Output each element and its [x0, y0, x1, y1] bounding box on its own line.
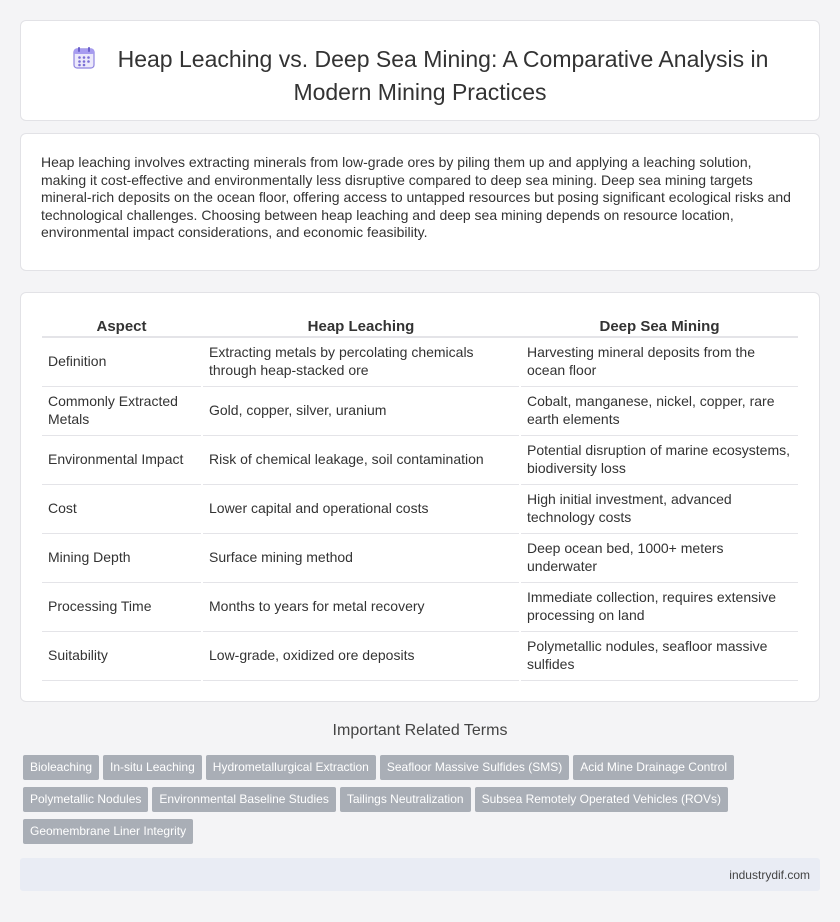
- page-title: [61, 44, 779, 107]
- aspect-cell: Definition: [42, 337, 202, 386]
- deep-sea-mining-cell: Cobalt, manganese, nickel, copper, rare earth elements: [520, 386, 798, 435]
- header-deep-sea-mining: Deep Sea Mining: [520, 315, 798, 337]
- related-tag[interactable]: Subsea Remotely Operated Vehicles (ROVs): [475, 787, 728, 812]
- heap-leaching-cell: Extracting metals by percolating chemicals through heap-stacked ore: [202, 337, 520, 386]
- header-aspect: Aspect: [42, 315, 202, 337]
- table-row: [42, 386, 798, 435]
- related-tag[interactable]: In-situ Leaching: [103, 755, 202, 780]
- title-line-1: Heap Leaching vs. Deep Sea Mining: A Comparative Analysis in: [117, 46, 769, 72]
- comparison-card: [20, 292, 820, 702]
- related-tag[interactable]: Polymetallic Nodules: [23, 787, 148, 812]
- header-heap-leaching: Heap Leaching: [202, 315, 520, 337]
- intro-paragraph: Heap leaching involves extracting minerals from low-grade ores by piling them up and applying a leaching solution, making it cost-effective and environmentally less disruptive compared to deep sea mining. Deep sea mining targets mineral-rich deposits on the ocean floor, offering access to untapped resources but posing significant ecological risks and technological challenges. Choosing between heap leaching and deep sea mining depends on resource location, environmental impact considerations, and economic feasibility.: [41, 154, 791, 240]
- related-terms-list: [23, 755, 803, 851]
- deep-sea-mining-cell: High initial investment, advanced technology costs: [520, 484, 798, 533]
- title-card: [20, 20, 820, 121]
- related-terms-heading: Important Related Terms: [332, 722, 508, 739]
- related-tag[interactable]: Acid Mine Drainage Control: [573, 755, 734, 780]
- table-row: [42, 631, 798, 680]
- aspect-cell: Suitability: [42, 631, 202, 680]
- related-tag[interactable]: Bioleaching: [23, 755, 99, 780]
- deep-sea-mining-cell: Potential disruption of marine ecosystems, biodiversity loss: [520, 435, 798, 484]
- deep-sea-mining-cell: Deep ocean bed, 1000+ meters underwater: [520, 533, 798, 582]
- heap-leaching-cell: Gold, copper, silver, uranium: [202, 386, 520, 435]
- table-row: [42, 435, 798, 484]
- deep-sea-mining-cell: Harvesting mineral deposits from the ocean floor: [520, 337, 798, 386]
- calendar-icon: [72, 46, 96, 77]
- table-row: [42, 484, 798, 533]
- aspect-cell: Commonly Extracted Metals: [42, 386, 202, 435]
- table-header-row: [42, 315, 798, 337]
- table-row: [42, 582, 798, 631]
- heap-leaching-cell: Risk of chemical leakage, soil contamination: [202, 435, 520, 484]
- aspect-cell: Environmental Impact: [42, 435, 202, 484]
- aspect-cell: Processing Time: [42, 582, 202, 631]
- related-tag[interactable]: Environmental Baseline Studies: [152, 787, 335, 812]
- heap-leaching-cell: Surface mining method: [202, 533, 520, 582]
- aspect-cell: Cost: [42, 484, 202, 533]
- aspect-cell: Mining Depth: [42, 533, 202, 582]
- related-tag[interactable]: Geomembrane Liner Integrity: [23, 819, 193, 844]
- footer-site-link[interactable]: industrydif.com: [729, 868, 810, 882]
- comparison-table: [42, 315, 798, 681]
- related-tag[interactable]: Tailings Neutralization: [340, 787, 471, 812]
- table-row: [42, 337, 798, 386]
- deep-sea-mining-cell: Immediate collection, requires extensive processing on land: [520, 582, 798, 631]
- footer: [20, 858, 820, 891]
- related-tag[interactable]: Hydrometallurgical Extraction: [206, 755, 376, 780]
- intro-card: [20, 133, 820, 271]
- deep-sea-mining-cell: Polymetallic nodules, seafloor massive sulfides: [520, 631, 798, 680]
- heap-leaching-cell: Lower capital and operational costs: [202, 484, 520, 533]
- table-row: [42, 533, 798, 582]
- heap-leaching-cell: Months to years for metal recovery: [202, 582, 520, 631]
- title-line-2: Modern Mining Practices: [293, 79, 547, 105]
- related-tag[interactable]: Seafloor Massive Sulfides (SMS): [380, 755, 569, 780]
- heap-leaching-cell: Low-grade, oxidized ore deposits: [202, 631, 520, 680]
